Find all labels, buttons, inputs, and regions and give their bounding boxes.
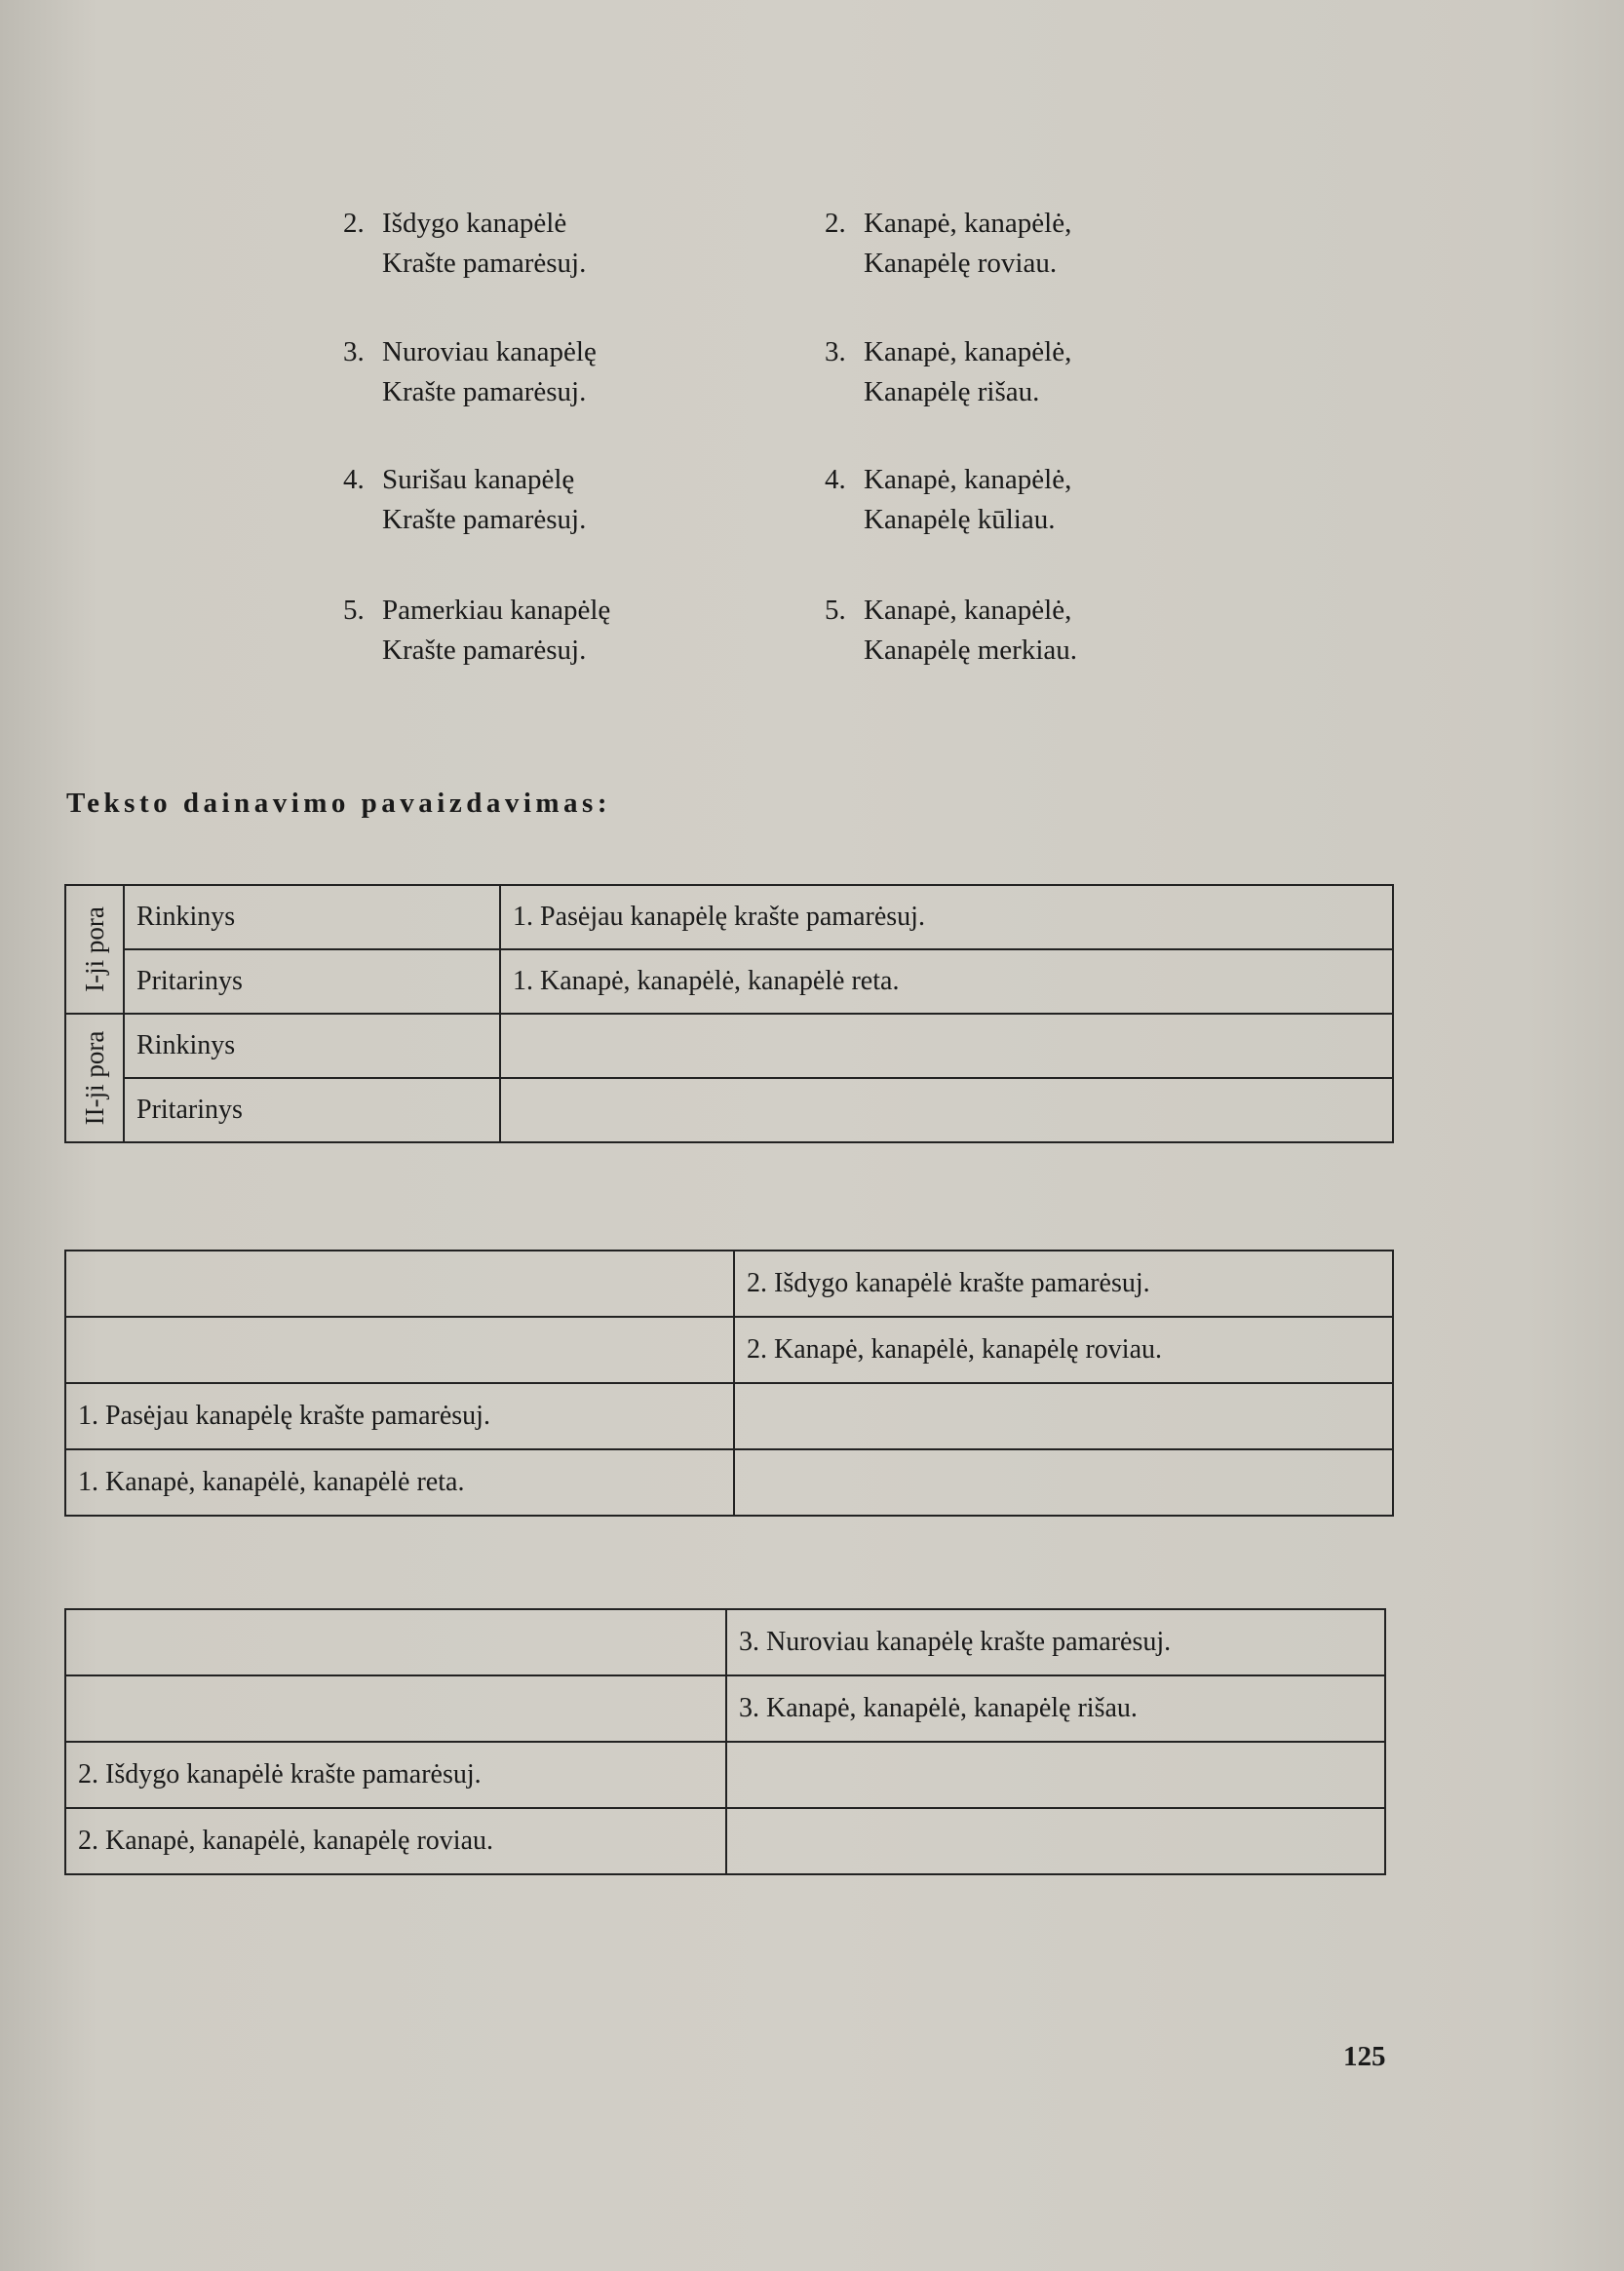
stanza-number: 2.: [343, 208, 365, 239]
right-voice-cell: 2. Išdygo kanapėlė krašte pamarėsuj.: [734, 1251, 1393, 1317]
pair-label: II-ji pora: [80, 1030, 109, 1126]
left-voice-cell: 2. Kanapė, kanapėlė, kanapėlę roviau.: [65, 1808, 726, 1874]
sung-text-cell: 1. Pasėjau kanapėlę krašte pamarėsuj.: [500, 885, 1393, 949]
table-row: [65, 885, 1393, 949]
right-voice-cell: 3. Kanapė, kanapėlė, kanapėlę rišau.: [726, 1675, 1385, 1742]
table-row: [65, 1078, 1393, 1142]
right-stanza-2: [825, 204, 1215, 284]
verse-line: Kanapėlę merkiau.: [864, 635, 1078, 666]
role-label: Pritarinys: [124, 1078, 500, 1142]
pair-label: I-ji pora: [80, 906, 109, 992]
sung-text-cell: [500, 1078, 1393, 1142]
verse-stanzas: [0, 0, 1624, 682]
right-stanza-4: [825, 460, 1215, 540]
right-voice-cell: [734, 1449, 1393, 1516]
left-stanza-4: [343, 460, 733, 540]
verse-line: Krašte pamarėsuj.: [382, 376, 587, 407]
stanza-number: 2.: [825, 208, 846, 239]
stanza-number: 5.: [825, 595, 846, 626]
verse-line: Krašte pamarėsuj.: [382, 248, 587, 279]
table-row: [65, 1609, 1385, 1675]
left-voice-cell: [65, 1317, 734, 1383]
right-voice-cell: 2. Kanapė, kanapėlė, kanapėlę roviau.: [734, 1317, 1393, 1383]
table-row: [65, 1449, 1393, 1516]
left-voice-cell: 2. Išdygo kanapėlė krašte pamarėsuj.: [65, 1742, 726, 1808]
stanza-number: 4.: [343, 464, 365, 495]
table-row: [65, 1675, 1385, 1742]
left-voice-cell: 1. Pasėjau kanapėlę krašte pamarėsuj.: [65, 1383, 734, 1449]
verse-line: Kanapėlę rišau.: [864, 376, 1040, 407]
stanza-number: 3.: [825, 336, 846, 367]
page-number: 125: [1343, 2041, 1386, 2072]
table-row: [65, 1317, 1393, 1383]
left-voice-cell: 1. Kanapė, kanapėlė, kanapėlė reta.: [65, 1449, 734, 1516]
singing-scheme-table-3: [64, 1608, 1386, 1875]
role-label: Rinkinys: [124, 1014, 500, 1078]
section-heading: Teksto dainavimo pavaizdavimas:: [66, 788, 611, 819]
verse-line: Kanapė, kanapėlė,: [864, 208, 1072, 239]
verse-line: Kanapė, kanapėlė,: [864, 464, 1072, 495]
verse-line: Nuroviau kanapėlę: [382, 336, 597, 367]
verse-line: Pamerkiau kanapėlę: [382, 595, 611, 626]
verse-line: Krašte pamarėsuj.: [382, 635, 587, 666]
singing-scheme-table-1: [64, 884, 1394, 1143]
role-label: Rinkinys: [124, 885, 500, 949]
right-voice-cell: [726, 1742, 1385, 1808]
left-voice-cell: [65, 1251, 734, 1317]
verse-line: Kanapėlę kūliau.: [864, 504, 1056, 535]
left-stanza-5: [343, 591, 733, 671]
left-stanza-2: [343, 204, 733, 284]
verse-line: Krašte pamarėsuj.: [382, 504, 587, 535]
pair-label-cell: [65, 885, 124, 1014]
left-stanza-3: [343, 332, 733, 412]
stanza-number: 3.: [343, 336, 365, 367]
right-stanza-3: [825, 332, 1215, 412]
sung-text-cell: [500, 1014, 1393, 1078]
table-row: [65, 1742, 1385, 1808]
right-stanza-5: [825, 591, 1215, 671]
table-row: [65, 1383, 1393, 1449]
singing-scheme-table-2: [64, 1250, 1394, 1517]
table-row: [65, 1251, 1393, 1317]
left-voice-cell: [65, 1675, 726, 1742]
table-row: [65, 1014, 1393, 1078]
stanza-number: 4.: [825, 464, 846, 495]
table-row: [65, 1808, 1385, 1874]
verse-line: Surišau kanapėlę: [382, 464, 575, 495]
verse-line: Kanapė, kanapėlė,: [864, 595, 1072, 626]
role-label: Pritarinys: [124, 949, 500, 1014]
right-voice-cell: 3. Nuroviau kanapėlę krašte pamarėsuj.: [726, 1609, 1385, 1675]
left-voice-cell: [65, 1609, 726, 1675]
table-row: [65, 949, 1393, 1014]
stanza-number: 5.: [343, 595, 365, 626]
right-voice-cell: [726, 1808, 1385, 1874]
pair-label-cell: [65, 1014, 124, 1142]
right-voice-cell: [734, 1383, 1393, 1449]
sung-text-cell: 1. Kanapė, kanapėlė, kanapėlė reta.: [500, 949, 1393, 1014]
verse-line: Kanapėlę roviau.: [864, 248, 1058, 279]
verse-line: Išdygo kanapėlė: [382, 208, 567, 239]
verse-line: Kanapė, kanapėlė,: [864, 336, 1072, 367]
